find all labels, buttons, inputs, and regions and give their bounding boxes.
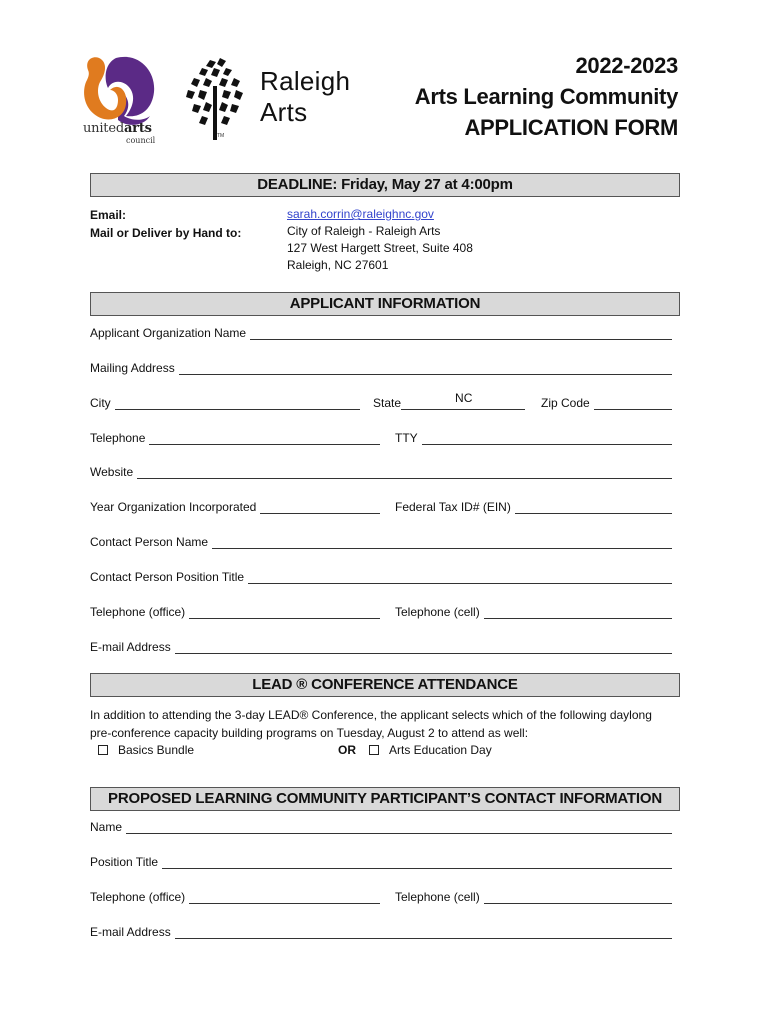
participant-tel-office-field[interactable] bbox=[90, 890, 380, 904]
arts-education-day-label: Arts Education Day bbox=[389, 743, 492, 757]
contact-person-name-label: Contact Person Name bbox=[90, 535, 209, 549]
applicant-info-bar: APPLICANT INFORMATION bbox=[90, 292, 680, 316]
org-name-label: Applicant Organization Name bbox=[90, 326, 247, 340]
city-field[interactable] bbox=[90, 396, 360, 410]
basics-bundle-label: Basics Bundle bbox=[118, 743, 195, 757]
participant-tel-cell-label: Telephone (cell) bbox=[395, 890, 480, 904]
telephone-office-field[interactable] bbox=[90, 605, 380, 619]
mail-label: Mail or Deliver by Hand to: bbox=[90, 226, 242, 240]
zip-code-field[interactable] bbox=[541, 396, 672, 410]
arts-education-day-option[interactable] bbox=[369, 743, 492, 757]
raleigh-arts-line2: Arts bbox=[260, 97, 308, 127]
title-form: APPLICATION FORM bbox=[464, 115, 678, 140]
contact-position-title-label: Contact Person Position Title bbox=[90, 570, 245, 584]
participant-contact-bar: PROPOSED LEARNING COMMUNITY PARTICIPANT’S CONTACT INFORMATION bbox=[90, 787, 680, 811]
participant-position-label: Position Title bbox=[90, 855, 159, 869]
mailing-address-field[interactable] bbox=[90, 361, 672, 375]
website-field[interactable] bbox=[90, 465, 672, 479]
participant-email-field[interactable] bbox=[90, 925, 672, 939]
address-line-1: City of Raleigh - Raleigh Arts bbox=[287, 224, 441, 238]
raleigh-arts-line1: Raleigh bbox=[260, 66, 351, 96]
address-line-3: Raleigh, NC 27601 bbox=[287, 258, 389, 272]
telephone-label: Telephone bbox=[90, 431, 146, 445]
org-name-field[interactable] bbox=[90, 326, 672, 340]
website-label: Website bbox=[90, 465, 134, 479]
state-field[interactable] bbox=[373, 391, 525, 410]
participant-position-field[interactable] bbox=[90, 855, 672, 869]
email-address-label: E-mail Address bbox=[90, 640, 171, 654]
title-year: 2022-2023 bbox=[575, 53, 678, 78]
united-arts-council-text: council bbox=[126, 136, 156, 145]
telephone-cell-field[interactable] bbox=[395, 605, 672, 619]
raleigh-arts-tree-logo bbox=[180, 56, 250, 142]
year-incorporated-field[interactable] bbox=[90, 500, 380, 514]
telephone-field[interactable] bbox=[90, 431, 380, 445]
participant-name-label: Name bbox=[90, 820, 123, 834]
zip-code-label: Zip Code bbox=[541, 396, 590, 410]
lead-conference-bar: LEAD ® CONFERENCE ATTENDANCE bbox=[90, 673, 680, 697]
mailing-address-label: Mailing Address bbox=[90, 361, 175, 375]
tty-label: TTY bbox=[395, 431, 418, 445]
united-arts-wordmark: unitedarts bbox=[83, 121, 152, 136]
contact-position-title-field[interactable] bbox=[90, 570, 672, 584]
participant-tel-office-label: Telephone (office) bbox=[90, 890, 186, 904]
telephone-office-label: Telephone (office) bbox=[90, 605, 186, 619]
federal-tax-id-field[interactable] bbox=[395, 500, 672, 514]
form-title bbox=[415, 50, 678, 143]
lead-paragraph: In addition to attending the 3-day LEAD® Conference, the applicant selects which of the following daylong pre-conference capacity building programs on Tuesday, August 2 to attend as well: bbox=[90, 708, 652, 740]
arts-education-day-checkbox[interactable] bbox=[369, 745, 379, 755]
participant-email-label: E-mail Address bbox=[90, 925, 171, 939]
email-address-field[interactable] bbox=[90, 640, 672, 654]
tty-field[interactable] bbox=[395, 431, 672, 445]
contact-person-name-field[interactable] bbox=[90, 535, 672, 549]
basics-bundle-checkbox[interactable] bbox=[98, 745, 108, 755]
telephone-cell-label: Telephone (cell) bbox=[395, 605, 480, 619]
state-label: State bbox=[373, 396, 402, 410]
participant-name-field[interactable] bbox=[90, 820, 672, 834]
email-label: Email: bbox=[90, 208, 127, 222]
or-label: OR bbox=[338, 743, 356, 757]
year-incorporated-label: Year Organization Incorporated bbox=[90, 500, 257, 514]
deadline-bar: DEADLINE: Friday, May 27 at 4:00pm bbox=[90, 173, 680, 197]
state-value: NC bbox=[455, 391, 473, 405]
raleigh-arts-wordmark bbox=[260, 66, 350, 128]
email-link[interactable]: sarah.corrin@raleighnc.gov bbox=[287, 207, 434, 221]
city-label: City bbox=[90, 396, 111, 410]
basics-bundle-option[interactable] bbox=[98, 743, 194, 757]
address-line-2: 127 West Hargett Street, Suite 408 bbox=[287, 241, 473, 255]
contact-block bbox=[287, 206, 473, 274]
federal-tax-id-label: Federal Tax ID# (EIN) bbox=[395, 500, 511, 514]
participant-tel-cell-field[interactable] bbox=[395, 890, 672, 904]
trademark-mark: TM bbox=[217, 133, 225, 139]
title-program: Arts Learning Community bbox=[414, 84, 678, 109]
